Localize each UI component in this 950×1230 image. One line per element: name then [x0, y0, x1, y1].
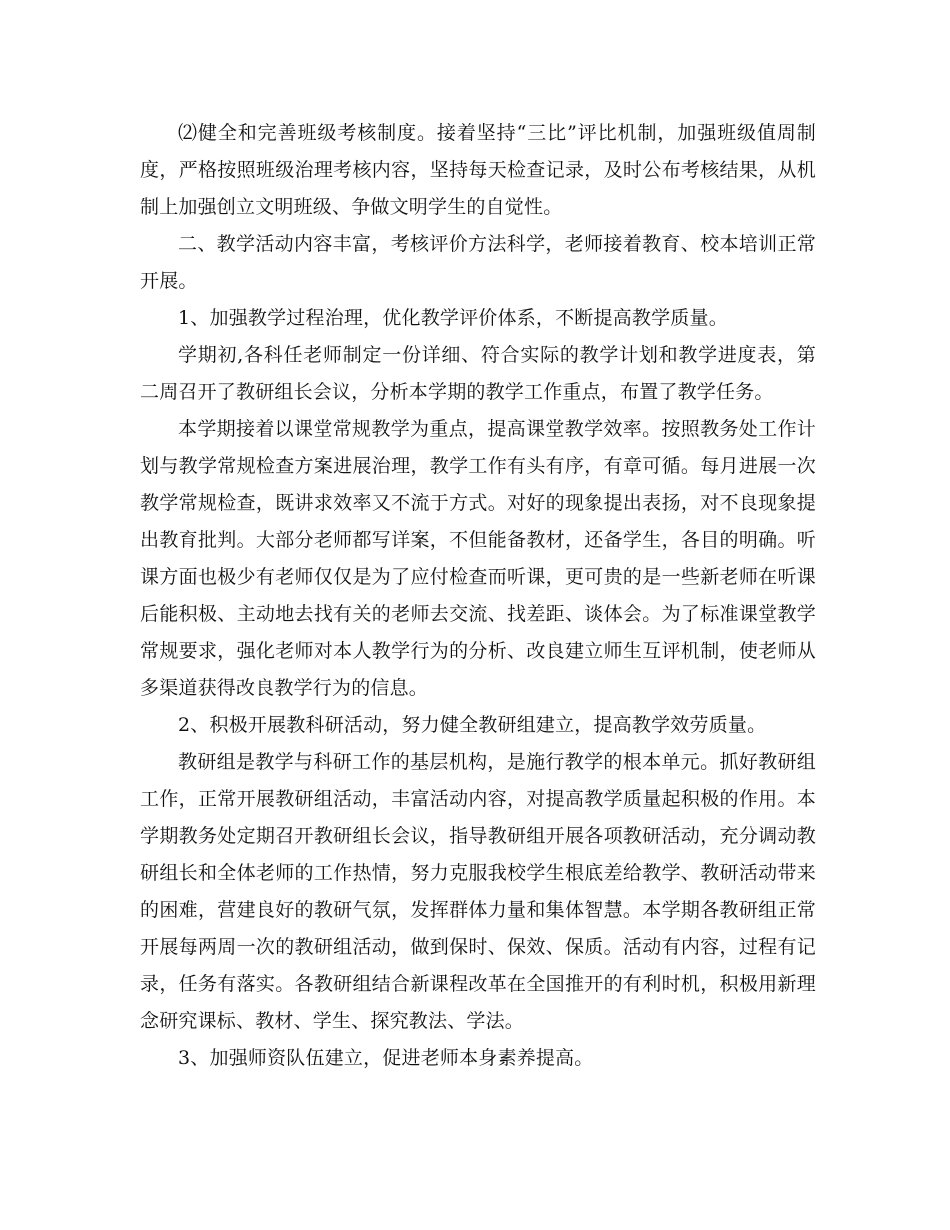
- paragraph-semester-start: 学期初,各科任老师制定一份详细、符合实际的教学计划和教学进度表，第二周召开了教研组长会议，分析本学期的教学工作重点，布置了教学任务。: [140, 344, 816, 403]
- heading-teacher-development: 3、加强师资队伍建立，促进老师本身素养提高。: [178, 1047, 594, 1069]
- paragraph-class-assessment: ⑵健全和完善班级考核制度。接着坚持“三比”评比机制，加强班级值周制度，严格按照班级治理考核内容，坚持每天检查记录，及时公布考核结果，从机制上加强创立文明班级、争做文明学生的自觉性。: [140, 122, 816, 218]
- heading-teaching-activities: 二、教学活动内容丰富，考核评价方法科学，老师接着教育、校本培训正常开展。: [140, 233, 816, 292]
- paragraph-research-groups: 教研组是教学与科研工作的基层机构，是施行教学的根本单元。抓好教研组工作，正常开展教研组活动，丰富活动内容，对提高教学质量起积极的作用。本学期教务处定期召开教研组长会议，指导教研组开展各项教研活动，充分调动教研组长和全体老师的工作热情，努力克服我校学生根底差给教学、教研活动带来的困难，营建良好的教研气氛，发挥群体力量和集体智慧。本学期各教研组正常开展每两周一次的教研组活动，做到保时、保效、保质。活动有内容，过程有记录，任务有落实。各教研组结合新课程改革在全国推开的有利时机，积极用新理念研究课标、教材、学生、探究教法、学法。: [140, 751, 816, 1032]
- heading-research-activities: 2、积极开展教科研活动，努力健全教研组建立，提高教学效劳质量。: [178, 714, 767, 736]
- heading-teaching-process: 1、加强教学过程治理，优化教学评价体系，不断提高教学质量。: [178, 307, 728, 329]
- document-body: [140, 115, 816, 1077]
- paragraph-classroom-routine: 本学期接着以课堂常规教学为重点，提高课堂教学效率。按照教务处工作计划与教学常规检查方案进展治理，教学工作有头有序，有章可循。每月进展一次教学常规检查，既讲求效率又不流于方式。对好的现象提出表扬，对不良现象提出教育批判。大部分老师都写详案，不但能备教材，还备学生，各目的明确。听课方面也极少有老师仅仅是为了应付检查而听课，更可贵的是一些新老师在听课后能积极、主动地去找有关的老师去交流、找差距、谈体会。为了标准课堂教学常规要求，强化老师对本人教学行为的分析、改良建立师生互评机制，使老师从多渠道获得改良教学行为的信息。: [140, 418, 816, 699]
